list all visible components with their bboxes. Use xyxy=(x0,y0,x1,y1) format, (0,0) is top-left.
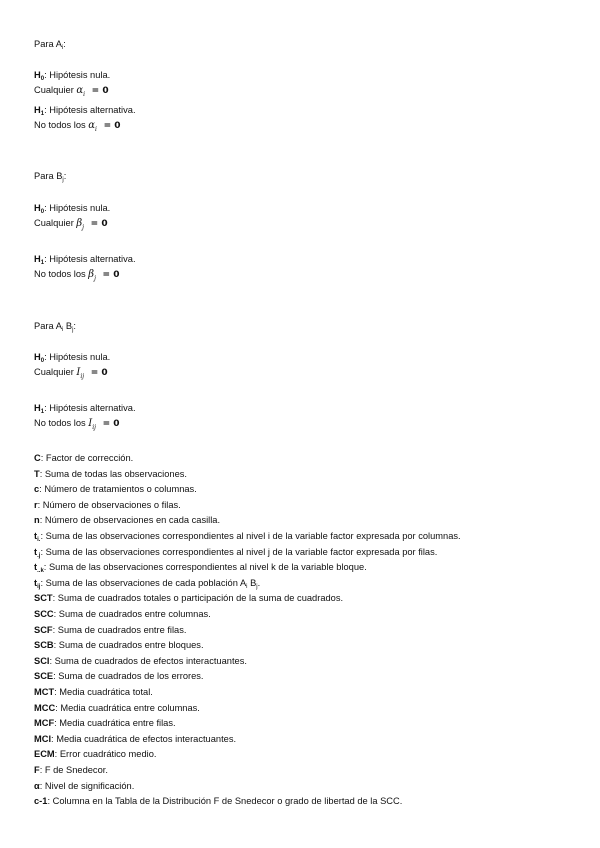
section-ab-title: Para $A_i$ $B_j$: xyxy=(34,321,76,333)
section-a-title: Para $A_i$: xyxy=(34,39,66,51)
glossary-definition: : Suma de cuadrados entre filas. xyxy=(52,624,187,635)
glossary-term-subscript: i. xyxy=(37,537,41,543)
glossary-definition-part: B xyxy=(247,577,257,588)
glossary-definition: : Número de observaciones en cada casilla. xyxy=(39,515,221,526)
glossary-definition: : Suma de cuadrados entre columnas. xyxy=(53,609,211,619)
glossary-definition: : Media cuadrática entre columnas. xyxy=(55,702,200,713)
glossary-term: SCI xyxy=(34,655,50,666)
glossary-definition: : Media cuadrática total. xyxy=(54,687,153,697)
glossary-definition: : Número de tratamientos o columnas. xyxy=(39,484,197,495)
glossary-term: SCB xyxy=(34,640,54,651)
glossary-item xyxy=(34,577,260,589)
glossary-item xyxy=(34,655,247,667)
glossary-item xyxy=(34,468,187,480)
glossary-term: n xyxy=(34,515,40,526)
glossary-item xyxy=(34,748,156,760)
glossary-item xyxy=(34,795,402,807)
glossary-definition: : Número de observaciones o filas. xyxy=(37,499,181,510)
glossary-definition: : Suma de las observaciones correspondientes al nivel i de la variable factor expresada por columnas. xyxy=(40,531,461,541)
section-a-h0: $H_0$: Hipótesis nula. xyxy=(34,70,111,82)
glossary-item xyxy=(34,764,108,776)
glossary-definition: : Suma de todas las observaciones. xyxy=(39,468,187,479)
glossary-subscript: j xyxy=(256,583,258,590)
section-b-h0-statement: Cualquier $\beta_j = 0$ xyxy=(34,218,108,231)
glossary-item xyxy=(34,780,134,792)
section-b-h1-statement: No todos los $\beta_j = 0$ xyxy=(34,269,120,282)
glossary-term: MCI xyxy=(34,733,52,744)
glossary-definition: : Suma de las observaciones correspondientes al nivel j de la variable factor expresada por filas. xyxy=(40,546,438,557)
glossary-item xyxy=(34,670,204,682)
glossary-definition: : Suma de cuadrados totales o participación de la suma de cuadrados. xyxy=(52,593,344,604)
glossary-term-subscript: ij xyxy=(37,583,41,590)
glossary-item xyxy=(34,717,176,729)
glossary-item xyxy=(34,733,236,745)
glossary-definition: : Suma de cuadrados de los errores. xyxy=(53,671,204,682)
glossary-item xyxy=(34,530,461,542)
glossary-item xyxy=(34,702,200,714)
glossary-item xyxy=(34,686,153,698)
glossary-term: c xyxy=(34,484,40,495)
section-a-h1: $H_1$: Hipótesis alternativa. xyxy=(34,105,136,117)
glossary-definition: : Media cuadrática de efectos interactuantes. xyxy=(51,733,237,744)
glossary-definition: : Media cuadrática entre filas. xyxy=(54,718,176,729)
glossary-term: t xyxy=(34,531,38,541)
glossary-term-subscript: .j xyxy=(37,552,41,559)
glossary-definition: : Suma de cuadrados de efectos interactuantes. xyxy=(49,655,247,666)
glossary-term: c-1 xyxy=(34,796,48,807)
section-ab-h1-statement: No todos los $I_{ij} = 0$ xyxy=(34,418,120,431)
section-b-h1: $H_1$: Hipótesis alternativa. xyxy=(34,254,136,266)
section-ab-h1: $H_1$: Hipótesis alternativa. xyxy=(34,403,136,415)
glossary-definition: : Suma de las observaciones correspondientes al nivel k de la variable bloque. xyxy=(43,562,367,573)
glossary-term: SCT xyxy=(34,593,53,604)
glossary-term: t xyxy=(34,562,38,573)
glossary-term: t xyxy=(34,577,38,588)
glossary-item xyxy=(34,561,367,573)
glossary-term: α xyxy=(34,780,40,791)
glossary-term: SCE xyxy=(34,671,54,682)
glossary-definition-end: . xyxy=(257,577,261,588)
glossary-term: r xyxy=(34,499,38,510)
section-ab-h0: $H_0$: Hipótesis nula. xyxy=(34,352,111,364)
glossary-term: SCC xyxy=(34,609,54,619)
glossary-term: MCC xyxy=(34,702,56,713)
glossary-definition: : Suma de las observaciones de cada población A xyxy=(40,577,247,588)
section-a-h1-statement: No todos los $\alpha_i = 0$ xyxy=(34,120,121,133)
glossary-definition: : Factor de corrección. xyxy=(40,453,134,463)
glossary-item xyxy=(34,452,133,464)
glossary-item xyxy=(34,608,211,620)
section-a-h0-statement: Cualquier $\alpha_i = 0$ xyxy=(34,85,109,98)
glossary-definition: : Nivel de significación. xyxy=(39,780,135,791)
glossary-term: C xyxy=(34,453,41,463)
glossary-definition: : Columna en la Tabla de la Distribución F de Snedecor o grado de libertad de la SCC. xyxy=(47,796,403,807)
glossary-term-subscript: ..k xyxy=(37,568,44,575)
glossary-item xyxy=(34,514,220,526)
section-b-title: Para $B_j$: xyxy=(34,171,67,183)
glossary-subscript: i xyxy=(246,583,248,590)
section-b-h0: $H_0$: Hipótesis nula. xyxy=(34,203,111,215)
glossary-item xyxy=(34,546,437,558)
glossary-term: ECM xyxy=(34,749,55,760)
section-ab-h0-statement: Cualquier $I_{ij} = 0$ xyxy=(34,367,108,380)
glossary-definition: : F de Snedecor. xyxy=(39,765,108,775)
glossary-item xyxy=(34,639,204,651)
glossary-item xyxy=(34,499,181,511)
glossary-item xyxy=(34,483,197,495)
glossary-term: SCF xyxy=(34,624,53,635)
glossary-term: T xyxy=(34,468,40,479)
glossary-item xyxy=(34,624,186,636)
glossary-definition: : Error cuadrático medio. xyxy=(54,749,157,760)
glossary-term: MCT xyxy=(34,687,55,697)
glossary-definition: : Suma de cuadrados entre bloques. xyxy=(53,640,204,651)
glossary-term: MCF xyxy=(34,718,55,729)
glossary-term: F xyxy=(34,765,40,775)
glossary-term: t xyxy=(34,546,38,557)
glossary-item xyxy=(34,592,343,604)
